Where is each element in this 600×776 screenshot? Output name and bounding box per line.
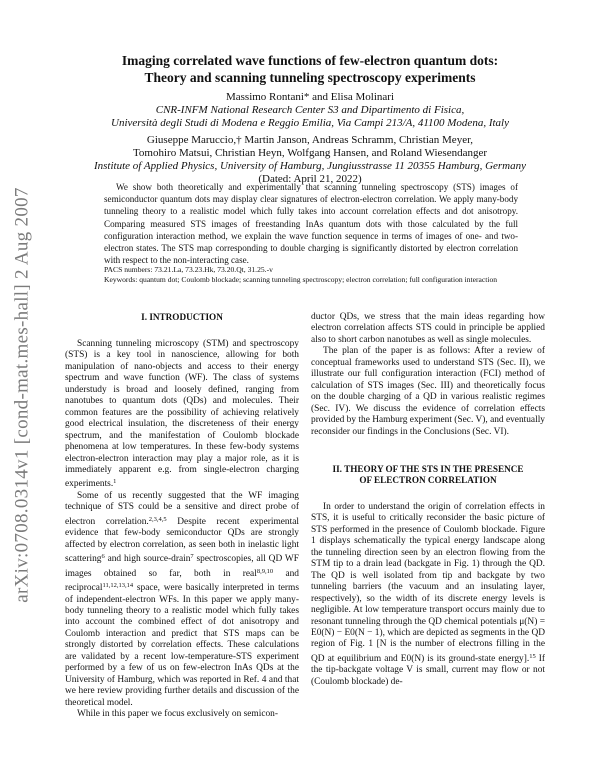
affiliation-modena-line-2: Università degli Studi di Modena e Reggio Emilia, Via Campi 213/A, 41100 Modena, Italy <box>111 117 509 129</box>
authors-modena: Massimo Rontani* and Elisa Molinari <box>225 91 395 103</box>
intro-paragraph-3: While in this paper we focus exclusively on semicon- <box>77 709 278 720</box>
intro-paragraph-2: Some of us recently suggested that the WF imaging technique of STS could be a sensitive and direct probe of electron correlation.$^{2,3,4,5}$ Despite recent experimental evidence that few-body semiconductor QDs are strongly affected by electron correlation, as seen both in inelastic light scattering$^6$ and high source-drain$^7$ spectroscopies, all QD WF images obtained so far, both in real$^{8,9,10}$ and reciprocal$^{11,12,13,14}$ space, were basically interpreted in terms of independent-electron WFs. In this paper we apply many-body tunneling theory to a realistic model which fully takes into account the combined effect of dot anisotropy and Coulomb interaction and predict that STS maps can be strongly distorted by correlation effects. These calculations are validated by a recent low-temperature-STS experiment performed by a few of us on few-electron InAs QDs at the University of Hamburg, which was reported in Ref. 4 and that we here review providing further details and discussion of the theoretical model. <box>65 490 299 708</box>
plan-paragraph: The plan of the paper is as follows: After a review of conceptual frameworks used to understand STS (Sec. II), we illustrate our full configuration interaction (FCI) method of calculation of STS images (Sec. III) and theoretically focus on the double charging of a QD in various realistic regimes (Sec. IV). We discuss the evidence of correlation effects provided by the Hamburg experiment (Sec. V), and eventually reconsider our findings in the Conclusions (Sec. VI). <box>311 346 545 437</box>
section-2-heading: II. THEORY OF THE STS IN THE PRESENCE OF ELECTRON CORRELATION <box>332 463 524 485</box>
intro-continued: ductor QDs, we stress that the main ideas regarding how electron correlation affects STS could in principle be applied also to short carbon nanotubes as well as single molecules. <box>311 312 545 345</box>
author-block-1 <box>60 91 560 130</box>
pacs-numbers: PACS numbers: 73.21.La, 73.23.Hk, 73.20.Qt, 31.25.-v <box>104 265 273 274</box>
authors-hamburg-line-1: Giuseppe Maruccio,† Martin Janson, Andreas Schramm, Christian Meyer, <box>146 134 474 146</box>
author-block-2 <box>60 134 560 186</box>
authors-hamburg-line-2: Tomohiro Matsui, Christian Heyn, Wolfgang Hansen, and Roland Wiesendanger <box>132 147 487 159</box>
right-column <box>311 312 545 688</box>
title-line-1: Imaging correlated wave functions of few-electron quantum dots: <box>121 53 499 68</box>
title-line-2: Theory and scanning tunneling spectroscopy experiments <box>144 70 476 85</box>
keywords: Keywords: quantum dot; Coulomb blockade; scanning tunneling spectroscopy; electron correlation; full configuration interaction <box>104 275 498 284</box>
abstract-text: We show both theoretically and experimentally that scanning tunneling spectroscopy (STS) images of semiconductor quantum dots may display clear signatures of electron-electron correlation. We apply many-body tunneling theory to a realistic model which fully takes into account correlation effects and dot anisotropy. Comparing measured STS images of freestanding InAs quantum dots with those calculated by the full configuration interaction method, we explain the wave function sequence in terms of images of one- and two-electron states. The STS map corresponding to double charging is significantly distorted by electron correlation with respect to the non-interacting case. <box>104 182 518 266</box>
dated-line: (Dated: April 21, 2022) <box>258 173 362 185</box>
pacs-keywords <box>104 265 524 285</box>
affiliation-hamburg: Institute of Applied Physics, University of Hamburg, Jungiusstrasse 11 20355 Hamburg, Germany <box>93 160 527 172</box>
abstract <box>104 181 518 266</box>
theory-paragraph: In order to understand the origin of correlation effects in STS, it is useful to critically reconsider the basic picture of STS performed in the presence of Coulomb blockade. Figure 1 displays schematically the typical energy landscape along the tunneling direction seen by an electron flowing from the STM tip to a drain lead (backgate in Fig. 1) through the QD. The QD is well isolated from tip and backgate by two tunneling barriers (the vacuum and an insulating layer, respectively), so the width of its discrete energy levels is negligible. At low temperature transport occurs mainly due to resonant tunneling through the QD chemical potentials μ(N) = E0(N) − E0(N − 1), which are depicted as segments in the QD region of Fig. 1 [N is the number of electrons filling in the QD at equilibrium and E0(N) is its ground-state energy].$^{15}$ If the tip-backgate voltage V is small, current may flow or not (Coulomb blockade) de- <box>311 501 545 687</box>
affiliation-modena-line-1: CNR-INFM National Research Center S3 and Dipartimento di Fisica, <box>155 104 465 116</box>
paper-title <box>60 52 560 86</box>
arxiv-sidebar-stamp <box>6 180 40 610</box>
intro-paragraph-1: Scanning tunneling microscopy (STM) and spectroscopy (STS) is a key tool in nanoscience, allowing for both manipulation of nano-objects and access to their energy spectrum and wave function (WF). The class of systems understudy is broad and loosely defined, ranging from nanotubes to quantum dots (QDs) and molecules. Their common features are the possibility of achieving relatively good electrical insulation, the discreteness of their energy spectrum, and the manifestation of Coulomb blockade phenomena at low temperatures. In these few-body systems electron-electron interaction may play a major role, as it is immediately apparent e.g. from single-electron charging experiments.$^1$ <box>65 339 299 490</box>
arxiv-identifier: arXiv:0708.0314v1 [cond-mat.mes-hall] 2 Aug 2007 <box>12 187 34 603</box>
section-1-heading: I. INTRODUCTION <box>141 312 223 322</box>
left-column <box>65 312 299 721</box>
